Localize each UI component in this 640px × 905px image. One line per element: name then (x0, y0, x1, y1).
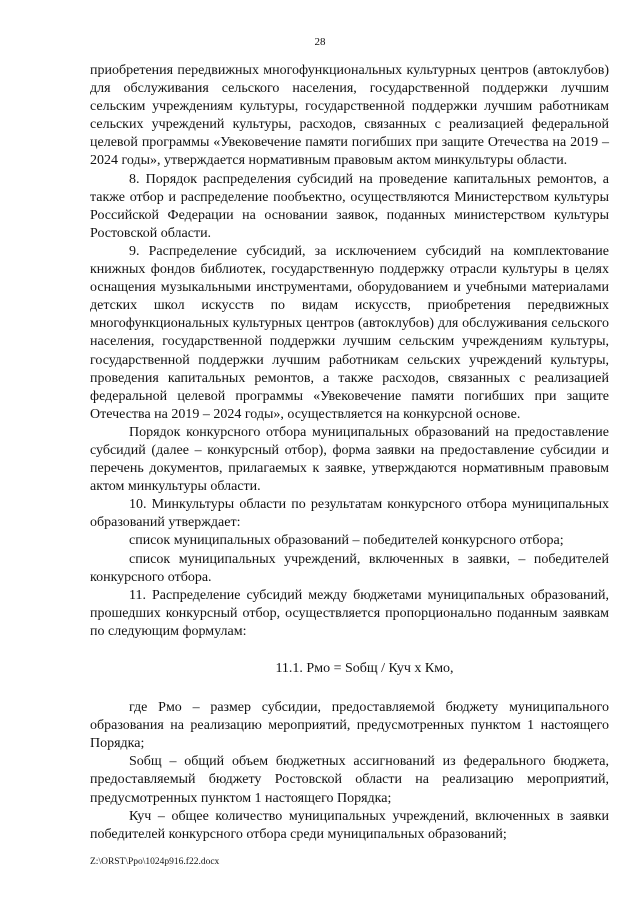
definition-rmo: где Рмо – размер субсидии, предоставляемой бюджету муниципального образования на реализацию мероприятий, предусмотренных пунктом 1 настоящего Порядка; (90, 700, 609, 752)
definition-sobsch: Sобщ – общий объем бюджетных ассигнований из федерального бюджета, предоставляемый бюджету Ростовской области на реализацию мероприятий, предусмотренных пунктом 1 настоящего Порядка; (90, 754, 609, 806)
list-item-municipalities: список муниципальных образований – победителей конкурсного отбора; (129, 533, 564, 549)
list-item-institutions: список муниципальных учреждений, включенных в заявки, – победителей конкурсного отбора. (90, 551, 609, 585)
paragraph-10: 10. Минкультуры области по результатам конкурсного отбора муниципальных образований утверждает: (90, 497, 609, 531)
paragraph-11: 11. Распределение субсидий между бюджетами муниципальных образований, прошедших конкурсный отбор, осуществляется пропорционально поданным заявкам по следующим формулам: (90, 587, 609, 639)
definition-kuch: Куч – общее количество муниципальных учреждений, включенных в заявки победителей конкурсного отбора среди муниципальных образований; (90, 808, 609, 842)
paragraph-competition-procedure: Порядок конкурсного отбора муниципальных образований на предоставление субсидий (далее – конкурсный отбор), форма заявки на предоставление субсидии и перечень документов, прилагаемых к заявке, утверждаются нормативным правовым актом минкультуры области. (90, 424, 609, 495)
paragraph-9: 9. Распределение субсидий, за исключением субсидий на комплектование книжных фондов библиотек, государственную поддержку отрасли культуры в целях оснащения музыкальными инструментами, оборудованием и учебными материалами детских школ искусств по видам искусств, приобретения передвижных многофункциональных культурных центров (автоклубов) для обслуживания сельского населения, государственной поддержки лучшим сельским учреждениям культуры, государственной поддержки лучшим работникам сельских учреждений культуры, проведения капитальных ремонтов, а также расходов, связанных с реализацией федеральной целевой программы «Увековечение памяти погибших при защите Отечества на 2019 – 2024 годы», осуществляется на конкурсной основе. (90, 243, 609, 422)
file-path-footer: Z:\ORST\Ppo\1024p916.f22.docx (90, 857, 220, 867)
paragraph-intro-continuation: приобретения передвижных многофункциональных культурных центров (автоклубов) для обслуживания сельского населения, государственной поддержки лучшим сельским учреждениям культуры, государственной поддержки лучшим работникам сельских учреждений культуры, расходов, связанных с реализацией федеральной целевой программы «Увековечение памяти погибших при защите Отечества на 2019 – 2024 годы», утверждается нормативным правовым актом минкультуры области. (90, 63, 609, 169)
paragraph-8: 8. Порядок распределения субсидий на проведение капитальных ремонтов, а также отбор и распределение пообъектно, осуществляются Министерством культуры Российской Федерации на основании заявок, поданных министерством культуры Ростовской области. (90, 171, 609, 241)
document-body (90, 62, 609, 844)
formula-11-1: 11.1. Рмо = Sобщ / Куч х Кмо, (275, 661, 454, 676)
page-number: 28 (314, 36, 326, 48)
